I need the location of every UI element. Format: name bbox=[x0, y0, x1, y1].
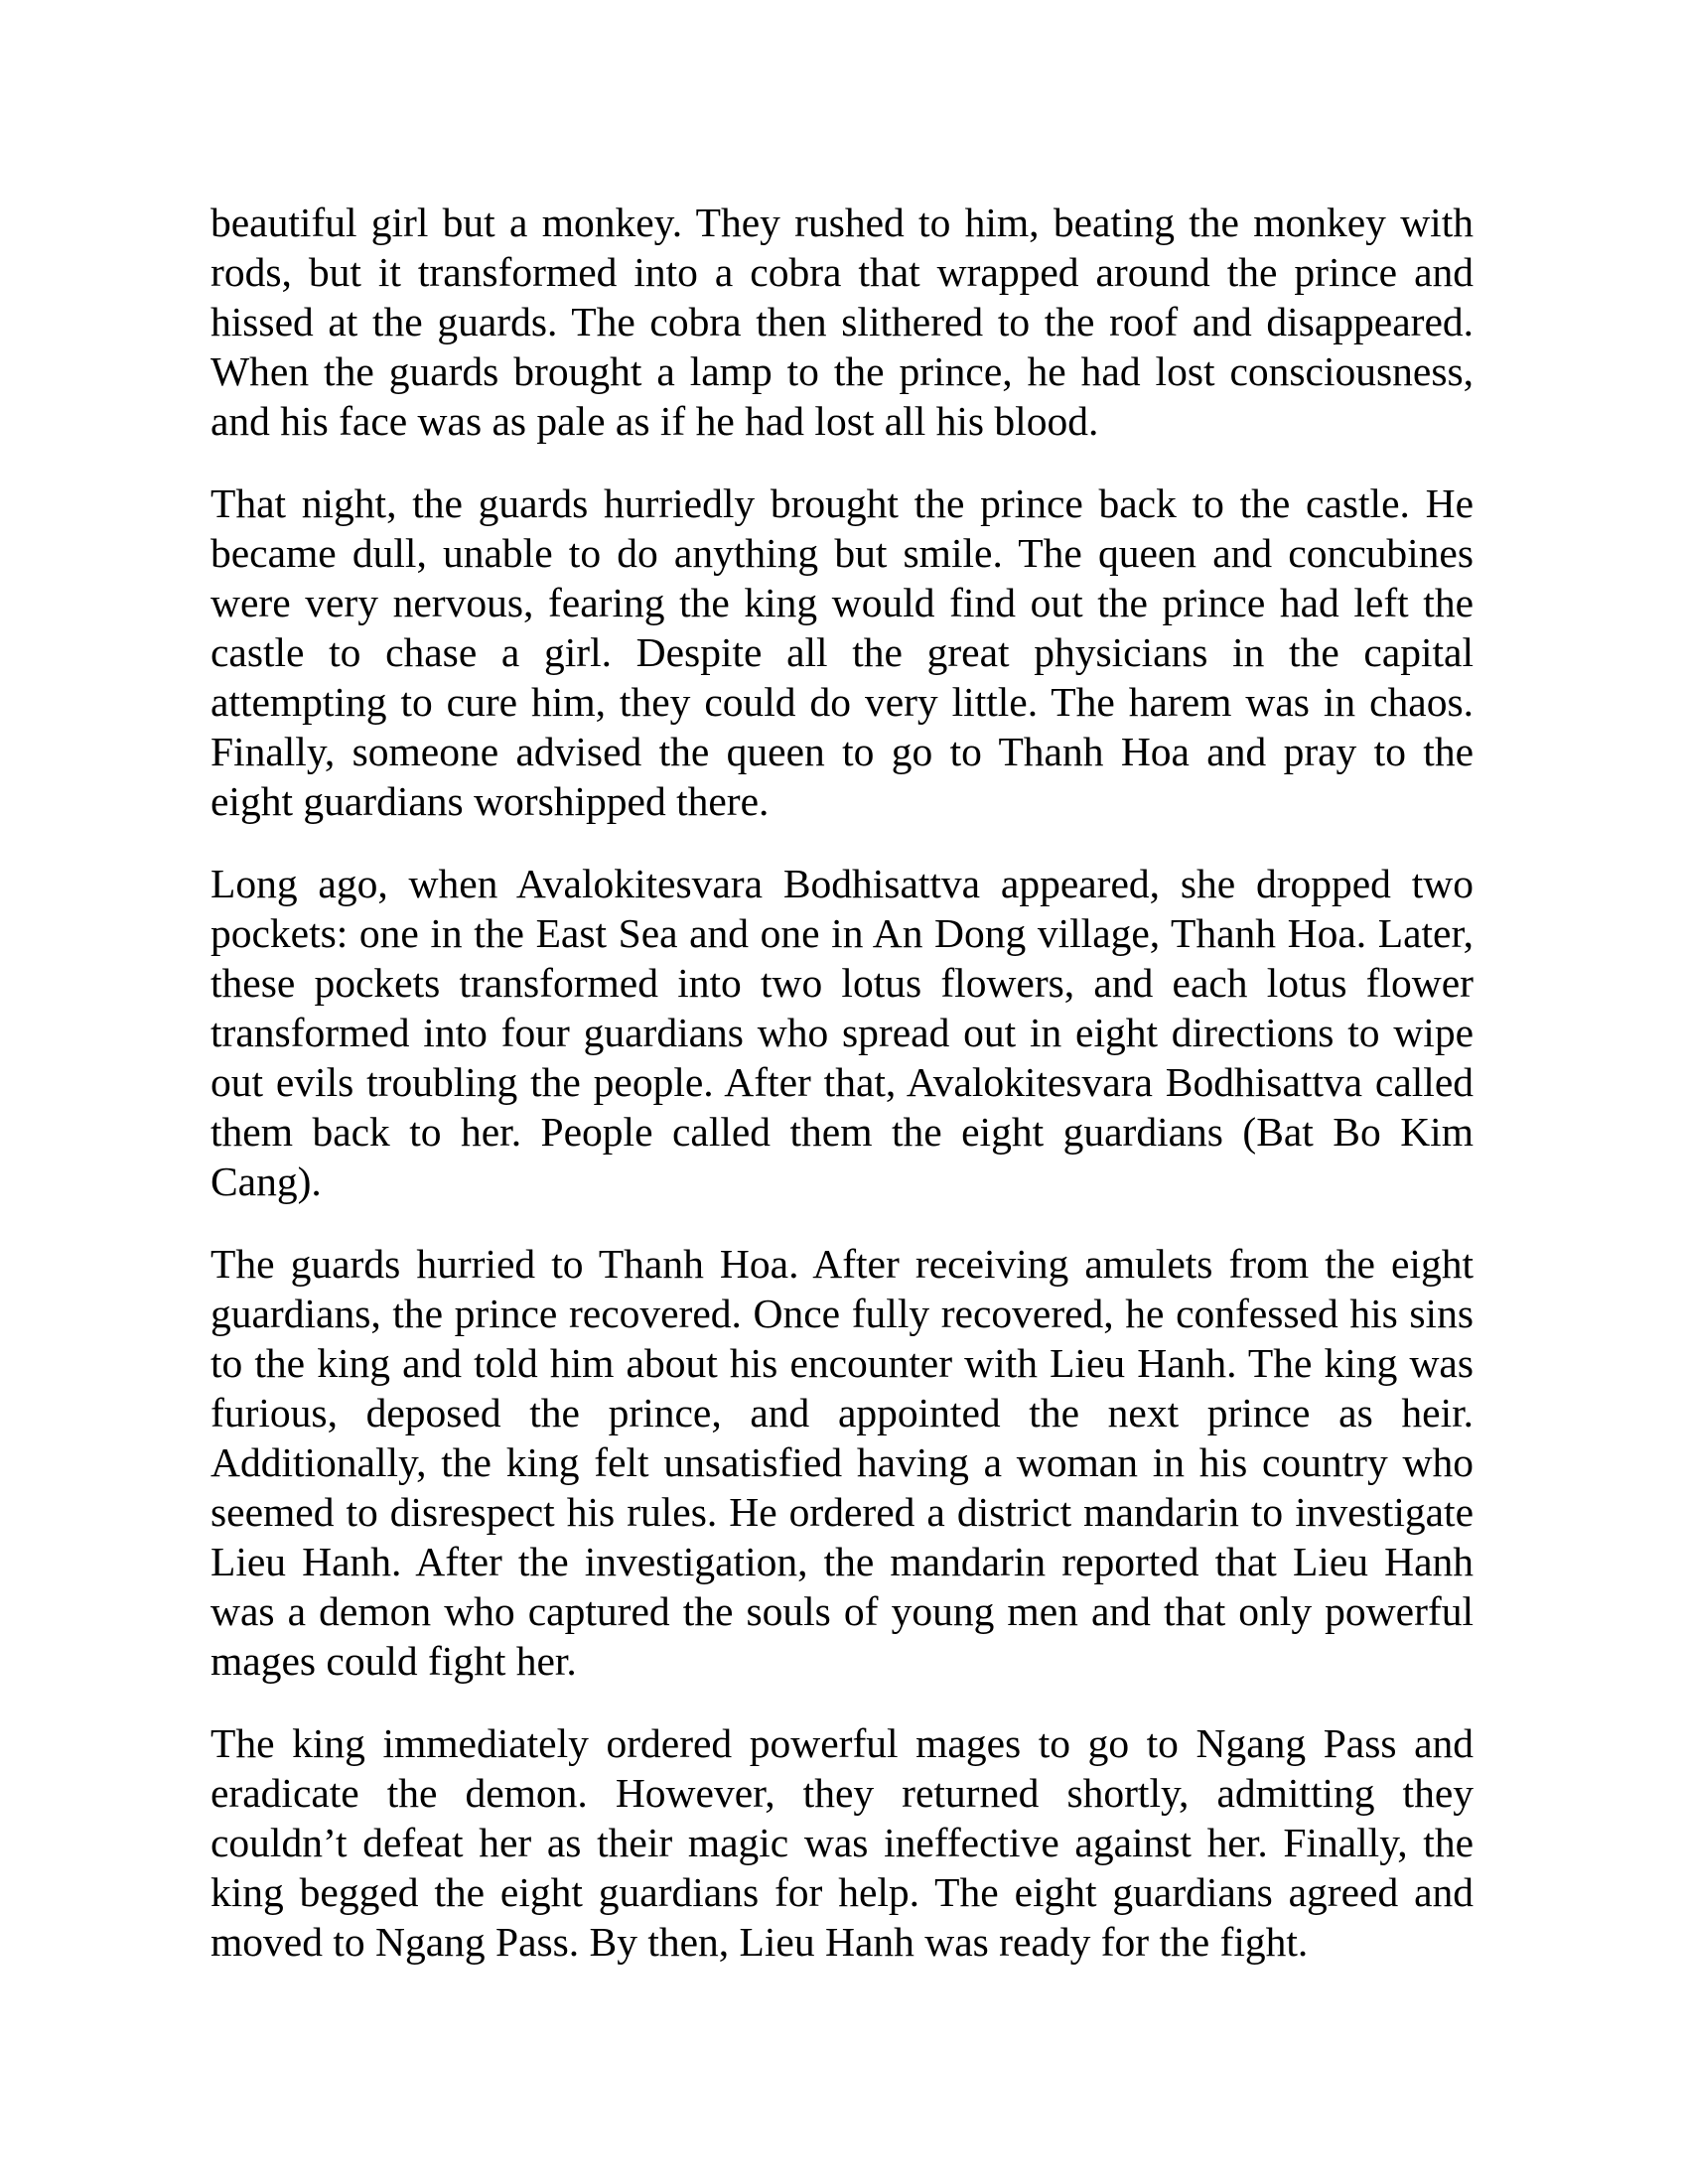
paragraph-1: beautiful girl but a monkey. They rushed to him, beating the monkey with rods, but it transformed into a cobra that wrapped around the prince and hissed at the guards. The cobra then slithered to the roof and disappeared. When the guards brought a lamp to the prince, he had lost consciousness, and his face was as pale as if he had lost all his blood. bbox=[211, 200, 1474, 444]
paragraph-4: The guards hurried to Thanh Hoa. After receiving amulets from the eight guardians, the prince recovered. Once fully recovered, he confessed his sins to the king and told him about his encounter with Lieu Hanh. The king was furious, deposed the prince, and appointed the next prince as heir. Additionally, the king felt unsatisfied having a woman in his country who seemed to disrespect his rules. He ordered a district mandarin to investigate Lieu Hanh. After the investigation, the mandarin reported that Lieu Hanh was a demon who captured the souls of young men and that only powerful mages could fight her. bbox=[211, 1241, 1474, 1684]
paragraph-3: Long ago, when Avalokitesvara Bodhisattva appeared, she dropped two pockets: one in the East Sea and one in An Dong village, Thanh Hoa. Later, these pockets transformed into two lotus flowers, and each lotus flower transformed into four guardians who spread out in eight directions to wipe out evils troubling the people. After that, Avalokitesvara Bodhisattva called them back to her. People called them the eight guardians (Bat Bo Kim Cang). bbox=[211, 861, 1474, 1204]
body-text bbox=[211, 198, 1474, 1999]
paragraph-2: That night, the guards hurriedly brought the prince back to the castle. He became dull, unable to do anything but smile. The queen and concubines were very nervous, fearing the king would find out the prince had left the castle to chase a girl. Despite all the great physicians in the capital attempting to cure him, they could do very little. The harem was in chaos. Finally, someone advised the queen to go to Thanh Hoa and pray to the eight guardians worshipped there. bbox=[211, 480, 1474, 824]
paragraph-5: The king immediately ordered powerful mages to go to Ngang Pass and eradicate the demon. However, they returned shortly, admitting they couldn’t defeat her as their magic was ineffective against her. Finally, the king begged the eight guardians for help. The eight guardians agreed and moved to Ngang Pass. By then, Lieu Hanh was ready for the fight. bbox=[211, 1720, 1474, 1965]
